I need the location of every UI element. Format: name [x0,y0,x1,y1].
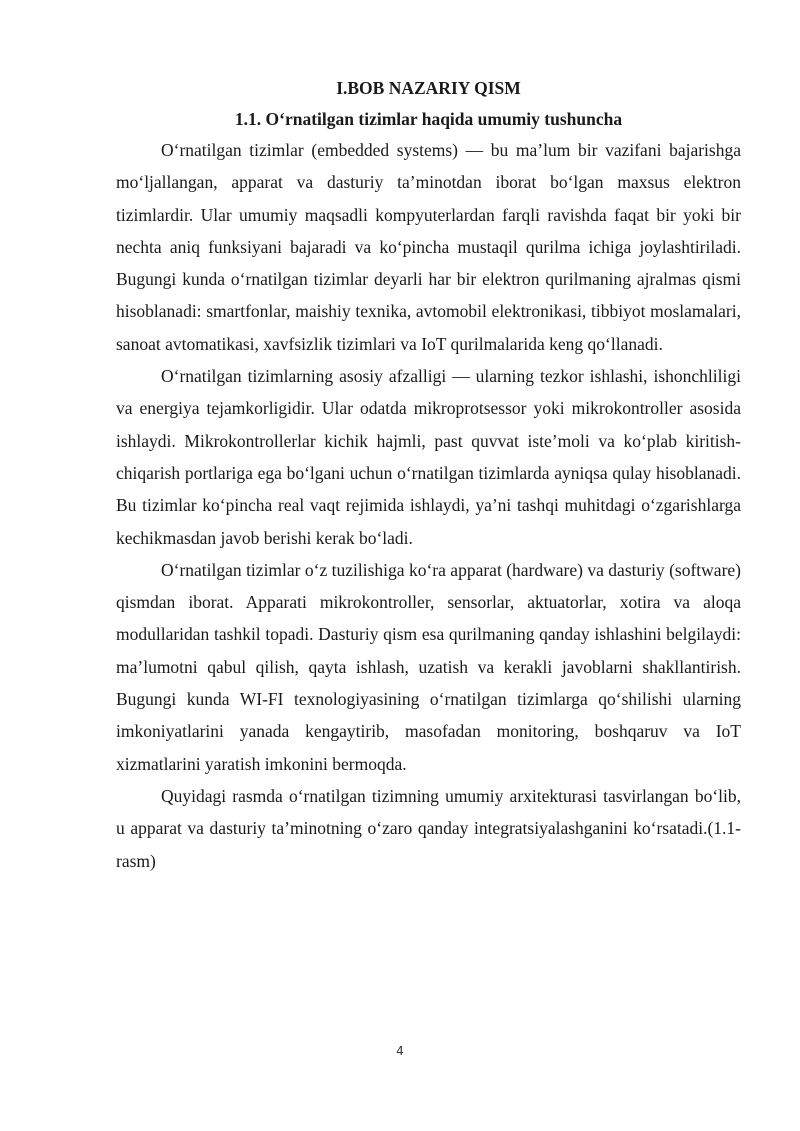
section-title: 1.1. O‘rnatilgan tizimlar haqida umumiy tushuncha [234,109,623,129]
paragraph-2: O‘rnatilgan tizimlarning asosiy afzalligi — ularning tezkor ishlashi, ishonchliligi va energiya tejamkorligidir. Ular odatda mikroprotsessor yoki mikrokontroller asosida ishlaydi. Mikrokontrollerlar kichik hajmli, past quvvat iste’moli va ko‘plab kiritish-chiqarish portlariga ega bo‘lgani uchun o‘rnatilgan tizimlarda ayniqsa qulay hisoblanadi. Bu tizimlar ko‘pincha real vaqt rejimida ishlaydi, ya’ni tashqi muhitdagi o‘zgarishlarga kechikmasdan javob berishi kerak bo‘ladi. [116,366,741,548]
chapter-title: I.BOB NAZARIY QISM [336,78,521,98]
paragraph-1: O‘rnatilgan tizimlar (embedded systems) — bu ma’lum bir vazifani bajarishga mo‘ljallangan, apparat va dasturiy ta’minotdan iborat bo‘lgan maxsus elektron tizimlardir. Ular umumiy maqsadli kompyuterlardan farqli ravishda faqat bir yoki bir nechta aniq funksiyani bajaradi va ko‘pincha mustaqil qurilma ichiga joylashtiriladi. Bugungi kunda o‘rnatilgan tizimlar deyarli har bir elektron qurilmaning ajralmas qismi hisoblanadi: smartfonlar, maishiy texnika, avtomobil elektronikasi, tibbiyot moslamalari, sanoat avtomatikasi, xavfsizlik tizimlari va IoT qurilmalarida keng qo‘llanadi. [116,140,741,354]
page-number: 4 [396,1044,404,1058]
page-content [116,76,741,877]
paragraph-3: O‘rnatilgan tizimlar o‘z tuzilishiga ko‘ra apparat (hardware) va dasturiy (software) qismdan iborat. Apparati mikrokontroller, sensorlar, aktuatorlar, xotira va aloqa modullaridan tashkil topadi. Dasturiy qism esa qurilmaning qanday ishlashini belgilaydi: ma’lumotni qabul qilish, qayta ishlash, uzatish va kerakli javoblarni shakllantirish. Bugungi kunda WI-FI texnologiyasining o‘rnatilgan tizimlarga qo‘shilishi ularning imkoniyatlarini yanada kengaytirib, masofadan monitoring, boshqaruv va IoT xizmatlarini yaratish imkonini bermoqda. [116,559,741,774]
paragraph-4: Quyidagi rasmda o‘rnatilgan tizimning umumiy arxitekturasi tasvirlangan bo‘lib, u apparat va dasturiy ta’minotning o‘zaro qanday integratsiyalashganini ko‘rsatadi.(1.1-rasm) [116,785,741,871]
